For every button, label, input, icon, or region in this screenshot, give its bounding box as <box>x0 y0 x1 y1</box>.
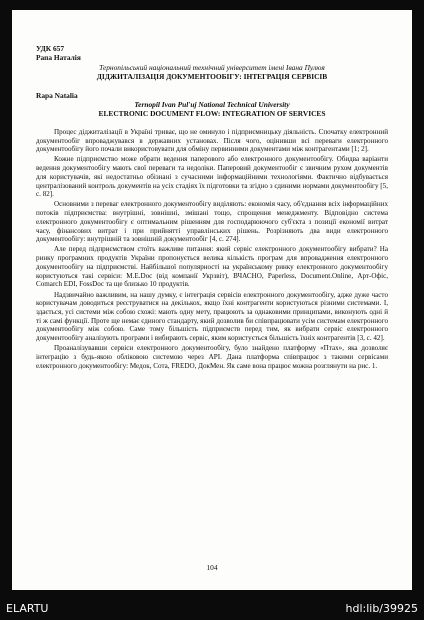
title-en: ELECTRONIC DOCUMENT FLOW: INTEGRATION OF SERVICES <box>98 109 326 119</box>
document-page <box>12 10 412 590</box>
page-number: 104 <box>206 563 218 572</box>
author-en: Rapa Natalia <box>36 90 78 100</box>
paragraph: Але перед підприємством стоїть важливе питання: який сервіс електронного документообігу вибрати? На ринку програмних продуктів України пропонується велика кількість програм для впровадження електронного документообігу на підприємстві. Найбільшої популярності на українському ринку електронного документообігу користуються такі сервіси: M.E.Doc (від компанії Укрзвіт), ВЧАСНО, Paperless, Document.Online, Арт-Офіс, Comarch EDI, FossDoc та ще близько 10 продуктів. <box>36 245 388 289</box>
repository-name: ELARTU <box>6 602 49 615</box>
author-ua: Рапа Наталія <box>36 53 81 63</box>
paragraph: Проаналізувавши сервіси електронного документообігу, було знайдено платформу «Птах», яка дозволяє інтеграцію з будь-якою обліковою системою через API. Дана платформа співпрацює з такими сервісами електронного документообігу: Медок, Сота, FREDO, ДокМен. Як саме вона працює можна розглянути на рис. 1. <box>36 344 388 370</box>
udk-code: УДК 657 <box>36 44 65 53</box>
paragraph: Надзвичайно важливим, на нашу думку, є інтеграція сервісів електронного документообігу, адже дуже часто користувачам доводиться реєструватися на декількох, якщо їхні контрагенти користуються різними системами. І, здається, усі системи між собою схожі: мають одну мету, працюють за однаковими принципами, виконують одні й ті ж самі функції. Проте ще немає єдиного стандарту, який дозволив би співпрацювати усім системам електронного документообігу між собою. Саме тому більшість підприємств перед тим, як вибрати сервіс електронного документообігу аналізують програми і вибирають сервіс, яким користується більшість їхніх контрагентів [3, с. 42]. <box>36 290 388 343</box>
paragraph: Основними з переваг електронного документообігу виділяють: економія часу, об'єднання всіх інформаційних потоків підприємства: внутрішні, зовнішні, змішані тощо, спрощення менеджменту. Відповідно система електронного документообігу є оптимальним рішенням для господарюючого суб'єкта з позиції економії витрат часу, фінансових витрат і при прийнятті управлінських рішень. Розрізняють два види електронного документообігу: внутрішній та зовнішній документообіг [4, с. 274]. <box>36 200 388 244</box>
handle-id: hdl:lib/39925 <box>345 602 418 615</box>
paragraph: Процес діджиталізації в Україні триває, що не оминуло і підприємницьку діяльність. Спочатку електронний документообіг впроваджувався в державних установах. Після чого, оцінивши всі переваги електронного документообігу його почали використовувати для обміну первинними документами між контрагентами [1; 2]. <box>36 127 388 154</box>
affiliation-en: Ternopil Ivan Pul'uj National Technical University <box>134 100 290 110</box>
title-ua: ДІДЖИТАЛІЗАЦІЯ ДОКУМЕНТООБІГУ: ІНТЕГРАЦІЯ СЕРВІСІВ <box>96 72 328 82</box>
paragraph: Кожне підприємство може обрати ведення паперового або електронного документообігу. Обидва варіанти ведення документообігу мають свої переваги та недоліки. Паперовий документообіг є звичним рухом документів для користувачів, які недостатньо обізнані з сучасними інформаційними технологіями. Фактично відбувається централізований контроль документів на усіх стадіях їх підготовки та згідно з єдиними нормами документообігу [5, с. 82]. <box>36 155 388 199</box>
affiliation-ua: Тернопільський національний технічний університет імені Івана Пулюя <box>99 62 325 72</box>
